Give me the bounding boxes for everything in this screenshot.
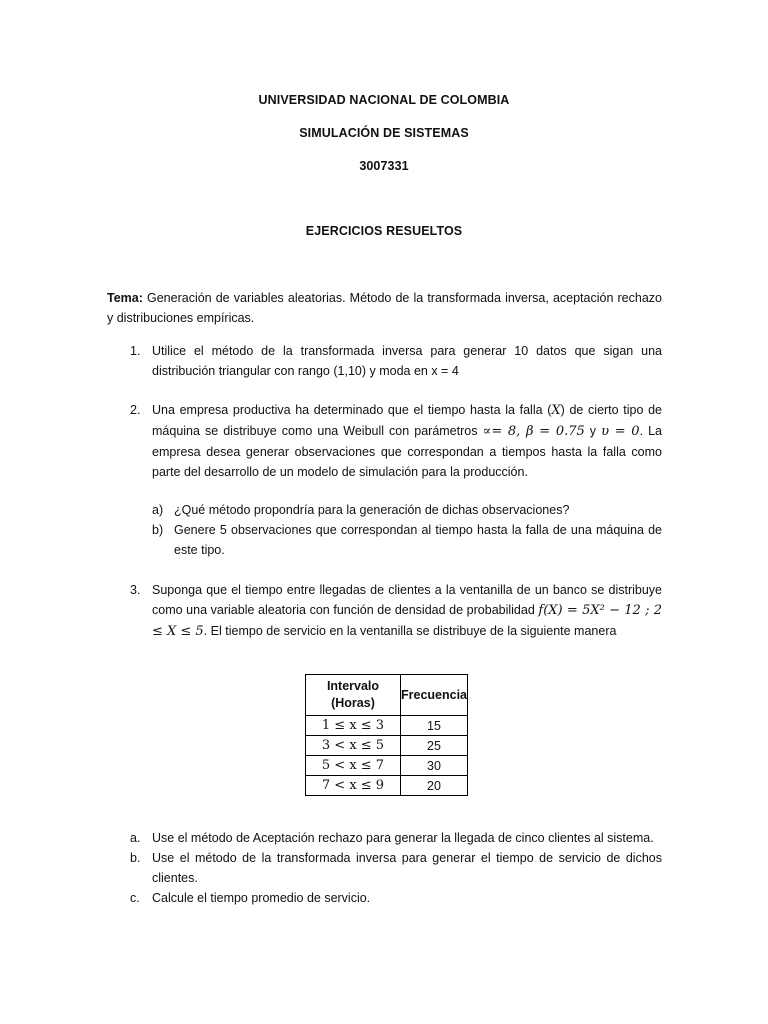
table-row xyxy=(306,776,468,796)
q3-sub-c-text: Calcule el tiempo promedio de servicio. xyxy=(152,891,371,905)
q2-sub-b-text: Genere 5 observaciones que correspondan al tiempo hasta la falla de una máquina de este tipo. xyxy=(174,523,662,557)
q2-text-c: . La empresa desea generar observaciones que correspondan a tiempos hasta la falla como parte del desarrollo de un modelo de simulación para la producción. xyxy=(152,424,662,479)
frequency-cell: 20 xyxy=(401,776,468,796)
q3-text-b: . El tiempo de servicio en la ventanilla se distribuye de la siguiente manera xyxy=(203,624,617,638)
interval-cell: 7 < x ≤ 9 xyxy=(306,776,401,796)
header-interval: Intervalo (Horas) xyxy=(306,675,401,716)
q3-text-a: Suponga que el tiempo entre llegadas de clientes a la ventanilla de un banco se distribuye como una variable aleatoria con función de densidad de probabilidad xyxy=(152,583,662,617)
header-frequency: Frecuencia xyxy=(401,675,468,716)
q2-text xyxy=(152,400,662,482)
frequency-cell: 30 xyxy=(401,756,468,776)
q2-sub-a-label: a) xyxy=(152,503,164,517)
q2-number: 2. xyxy=(130,403,141,417)
q2-var-x: X xyxy=(551,403,561,418)
q3-sub-b-text: Use el método de la transformada inversa para generar el tiempo de servicio de dichos clientes. xyxy=(152,851,662,885)
q3-density-function: f(X) = 5X² − 12 ; 2 ≤ X ≤ 5 xyxy=(152,603,662,639)
interval-cell: 1 ≤ x ≤ 3 xyxy=(306,716,401,736)
q2-alpha: ∝= 8, xyxy=(482,424,527,439)
table-row xyxy=(306,736,468,756)
q3-sub-b-label: b. xyxy=(130,851,141,865)
q3-sub-c-label: c. xyxy=(130,891,140,905)
frequency-cell: 15 xyxy=(401,716,468,736)
university-heading: UNIVERSIDAD NACIONAL DE COLOMBIA xyxy=(258,93,510,107)
course-heading: SIMULACIÓN DE SISTEMAS xyxy=(299,126,469,140)
q2-text-a: Una empresa productiva ha determinado que el tiempo hasta la falla ( xyxy=(152,403,552,417)
interval-cell: 3 < x ≤ 5 xyxy=(306,736,401,756)
frequency-cell: 25 xyxy=(401,736,468,756)
q3-sub-a-label: a. xyxy=(130,831,141,845)
interval-cell: 5 < x ≤ 7 xyxy=(306,756,401,776)
q3-sub-a-text: Use el método de Aceptación rechazo para generar la llegada de cinco clientes al sistema. xyxy=(152,831,654,845)
q2-sub-b-label: b) xyxy=(152,523,164,537)
course-code: 3007331 xyxy=(359,159,409,173)
table-row xyxy=(306,716,468,736)
q3-text xyxy=(152,580,662,642)
service-time-table xyxy=(305,674,468,796)
q2-text-b: ) de cierto tipo de máquina se distribuye como una Weibull con parámetros xyxy=(152,403,662,438)
q2-sub-a-text: ¿Qué método propondría para la generación de dichas observaciones? xyxy=(174,503,570,517)
document-title: EJERCICIOS RESUELTOS xyxy=(305,224,463,238)
q2-beta: β = 0.75 xyxy=(526,424,585,439)
table-row xyxy=(306,756,468,776)
topic-paragraph xyxy=(107,288,662,328)
q2-v: υ = 0 xyxy=(601,424,640,439)
q3-number: 3. xyxy=(130,583,141,597)
table-header-row xyxy=(306,675,468,716)
q2-y: y xyxy=(584,424,602,438)
q1-number: 1. xyxy=(130,344,141,358)
topic-text: Generación de variables aleatorias. Método de la transformada inversa, aceptación rechazo y distribuciones empíricas. xyxy=(107,291,662,325)
topic-label: Tema: xyxy=(107,291,143,305)
q1-text: Utilice el método de la transformada inversa para generar 10 datos que sigan una distribución triangular con rango (1,10) y moda en x = 4 xyxy=(152,344,662,378)
